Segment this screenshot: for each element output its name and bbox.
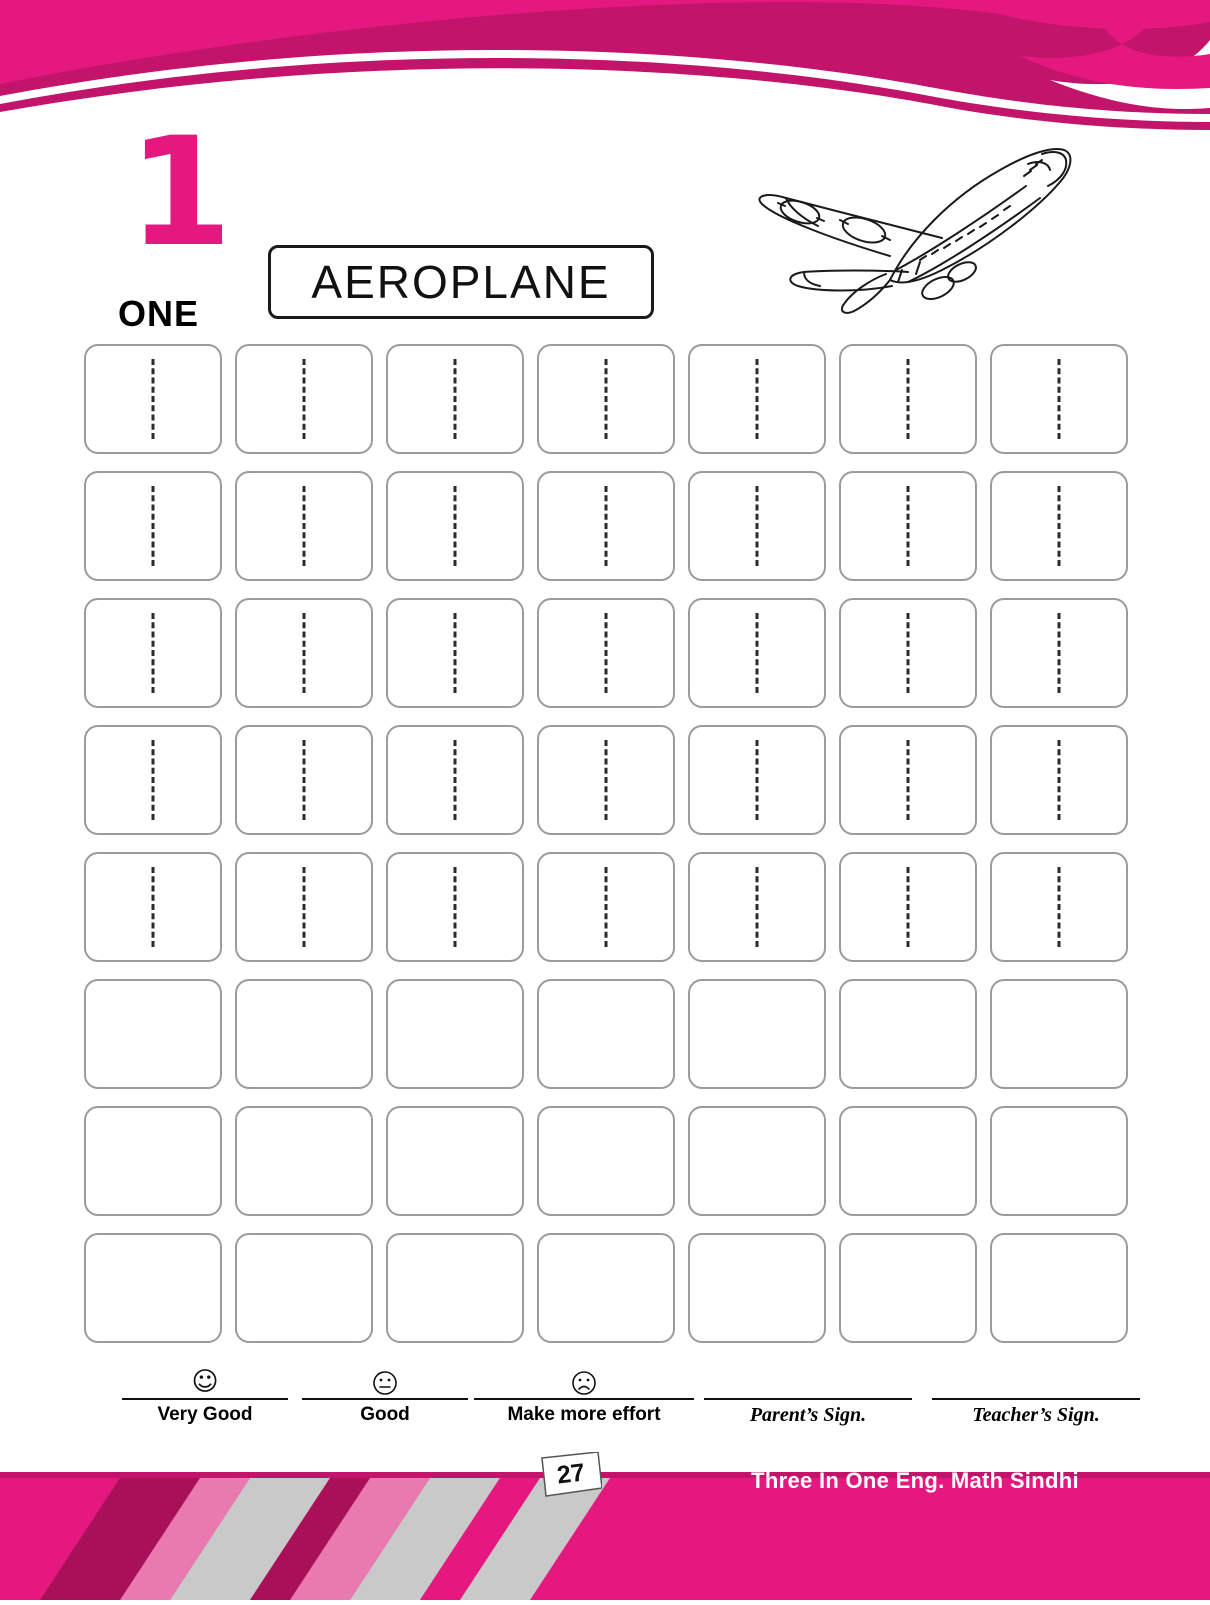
trace-guide — [1058, 740, 1061, 820]
trace-guide — [605, 486, 608, 566]
parent-signature-field[interactable] — [704, 1396, 912, 1427]
tracing-cell[interactable] — [386, 598, 524, 708]
aeroplane-icon — [590, 120, 1080, 320]
tracing-cell[interactable] — [839, 979, 977, 1089]
tracing-cell[interactable] — [235, 979, 373, 1089]
signature-rule — [704, 1398, 912, 1400]
rating-rule — [302, 1398, 468, 1400]
trace-guide — [907, 486, 910, 566]
tracing-cell[interactable] — [84, 344, 222, 454]
tracing-cell[interactable] — [990, 1106, 1128, 1216]
tracing-cell[interactable] — [839, 725, 977, 835]
tracing-cell[interactable] — [537, 725, 675, 835]
tracing-cell[interactable] — [235, 344, 373, 454]
tracing-cell[interactable] — [990, 725, 1128, 835]
tracing-cell[interactable] — [537, 344, 675, 454]
smiley-neutral-icon — [302, 1368, 468, 1396]
tracing-cell[interactable] — [990, 598, 1128, 708]
rating-rule — [474, 1398, 694, 1400]
rating-label: Good — [360, 1404, 410, 1425]
tracing-cell[interactable] — [537, 852, 675, 962]
rating-make-more-effort[interactable] — [474, 1368, 694, 1426]
trace-guide — [454, 486, 457, 566]
rating-label: Very Good — [157, 1404, 253, 1425]
signature-rule — [932, 1398, 1140, 1400]
tracing-cell[interactable] — [386, 725, 524, 835]
tracing-cell[interactable] — [537, 979, 675, 1089]
rating-rule — [122, 1398, 288, 1400]
tracing-cell[interactable] — [84, 1233, 222, 1343]
tracing-cell[interactable] — [235, 1106, 373, 1216]
tracing-cell[interactable] — [537, 471, 675, 581]
tracing-cell[interactable] — [84, 471, 222, 581]
page-number: 27 — [555, 1458, 587, 1490]
tracing-cell[interactable] — [235, 598, 373, 708]
trace-guide — [303, 740, 306, 820]
trace-guide — [152, 740, 155, 820]
tracing-cell[interactable] — [688, 979, 826, 1089]
trace-guide — [1058, 486, 1061, 566]
parent-signature-label: Parent’s Sign. — [749, 1404, 867, 1426]
tracing-cell[interactable] — [839, 471, 977, 581]
trace-guide — [454, 867, 457, 947]
trace-guide — [605, 613, 608, 693]
tracing-cell[interactable] — [537, 1233, 675, 1343]
tracing-cell[interactable] — [235, 852, 373, 962]
teacher-signature-field[interactable] — [932, 1396, 1140, 1427]
trace-guide — [1058, 613, 1061, 693]
numeral-word: ONE — [118, 293, 200, 334]
trace-guide — [907, 867, 910, 947]
tracing-cell[interactable] — [688, 725, 826, 835]
tracing-cell[interactable] — [235, 471, 373, 581]
trace-guide — [303, 867, 306, 947]
trace-guide — [454, 740, 457, 820]
keyword-text: AEROPLANE — [311, 256, 611, 308]
trace-guide — [907, 359, 910, 439]
tracing-cell[interactable] — [688, 344, 826, 454]
trace-guide — [152, 359, 155, 439]
tracing-cell[interactable] — [84, 598, 222, 708]
page-number-badge — [540, 1452, 602, 1498]
tracing-cell[interactable] — [84, 979, 222, 1089]
trace-guide — [605, 740, 608, 820]
teacher-signature-label: Teacher’s Sign. — [972, 1404, 1100, 1426]
book-title: Three In One Eng. Math Sindhi — [751, 1468, 1079, 1493]
tracing-cell[interactable] — [990, 471, 1128, 581]
tracing-cell[interactable] — [537, 1106, 675, 1216]
tracing-cell[interactable] — [386, 344, 524, 454]
trace-guide — [756, 359, 759, 439]
trace-guide — [454, 359, 457, 439]
tracing-cell[interactable] — [386, 471, 524, 581]
tracing-cell[interactable] — [990, 1233, 1128, 1343]
trace-guide — [303, 359, 306, 439]
rating-label: Make more effort — [507, 1404, 661, 1425]
rating-very-good[interactable] — [122, 1368, 288, 1426]
trace-guide — [756, 613, 759, 693]
tracing-cell[interactable] — [386, 979, 524, 1089]
trace-guide — [303, 613, 306, 693]
trace-guide — [605, 867, 608, 947]
tracing-cell[interactable] — [839, 1106, 977, 1216]
tracing-cell[interactable] — [235, 1233, 373, 1343]
trace-guide — [756, 740, 759, 820]
trace-guide — [303, 486, 306, 566]
tracing-cell[interactable] — [386, 852, 524, 962]
trace-guide — [605, 359, 608, 439]
tracing-cell[interactable] — [688, 1106, 826, 1216]
tracing-cell[interactable] — [688, 852, 826, 962]
tracing-cell[interactable] — [688, 471, 826, 581]
tracing-cell[interactable] — [839, 852, 977, 962]
tracing-cell[interactable] — [235, 725, 373, 835]
rating-good[interactable] — [302, 1368, 468, 1426]
tracing-cell[interactable] — [537, 598, 675, 708]
smiley-happy-icon: ☺ — [191, 1367, 219, 1397]
tracing-grid — [84, 344, 1130, 1343]
tracing-cell[interactable] — [839, 598, 977, 708]
worksheet-header — [0, 106, 1210, 334]
trace-guide — [1058, 867, 1061, 947]
trace-guide — [454, 613, 457, 693]
tracing-cell[interactable] — [990, 344, 1128, 454]
tracing-cell[interactable] — [688, 1233, 826, 1343]
trace-guide — [152, 867, 155, 947]
tracing-cell[interactable] — [386, 1233, 524, 1343]
smiley-sad-icon — [474, 1368, 694, 1396]
assessment-row — [84, 1368, 1130, 1448]
trace-guide — [1058, 359, 1061, 439]
trace-guide — [907, 740, 910, 820]
tracing-cell[interactable] — [839, 1233, 977, 1343]
trace-guide — [756, 867, 759, 947]
tracing-cell[interactable] — [688, 598, 826, 708]
tracing-cell[interactable] — [84, 852, 222, 962]
tracing-cell[interactable] — [84, 1106, 222, 1216]
tracing-cell[interactable] — [990, 852, 1128, 962]
tracing-cell[interactable] — [386, 1106, 524, 1216]
numeral-digit: 1 — [128, 106, 229, 280]
trace-guide — [152, 613, 155, 693]
trace-guide — [152, 486, 155, 566]
tracing-cell[interactable] — [990, 979, 1128, 1089]
trace-guide — [756, 486, 759, 566]
tracing-cell[interactable] — [839, 344, 977, 454]
tracing-cell[interactable] — [84, 725, 222, 835]
trace-guide — [907, 613, 910, 693]
